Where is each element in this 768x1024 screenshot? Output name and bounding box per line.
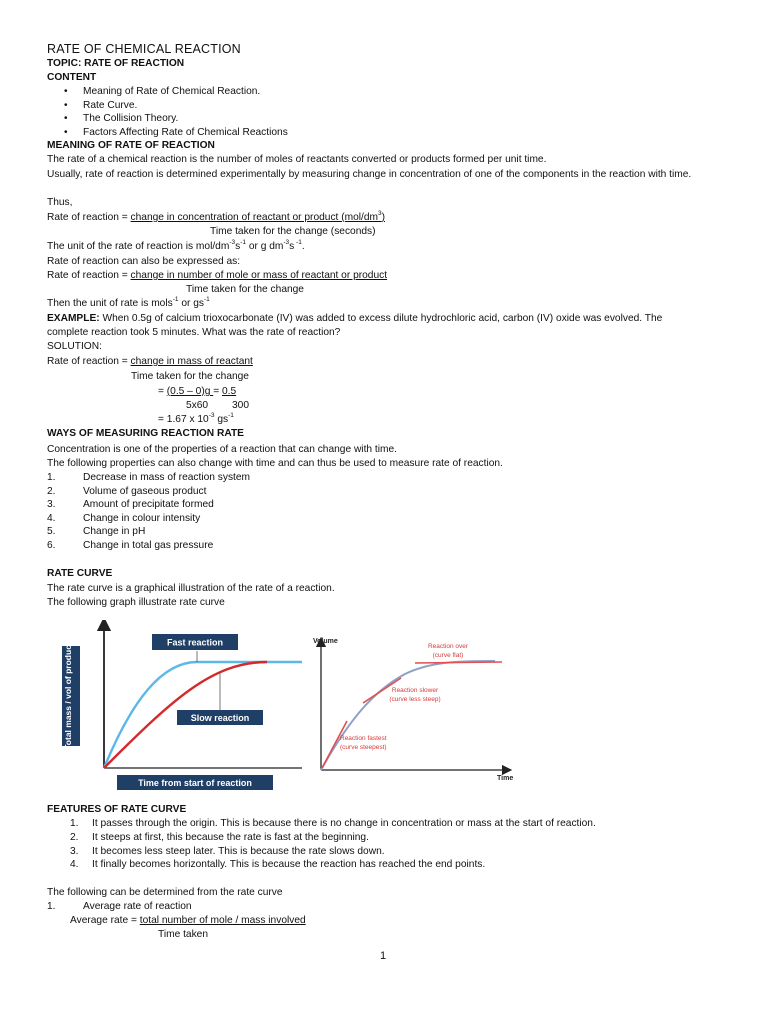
equation-denominator: Time taken for the change <box>186 284 304 295</box>
ways-item: Volume of gaseous product <box>83 486 207 497</box>
unit-line-2: Then the unit of rate is mols$^{-1}$ or $gs^{-1}$ <box>47 295 210 309</box>
paragraph: Rate of reaction can also be expressed as: <box>47 256 241 267</box>
paragraph: Concentration is one of the properties of a reaction that can change with time. <box>47 444 397 455</box>
document-title: RATE OF CHEMICAL REACTION <box>47 42 241 56</box>
features-item: It passes through the origin. This is because there is no change in concentration or mass at the start of reaction. <box>92 818 596 829</box>
volume-curve <box>321 661 495 770</box>
solution-equation: Rate of reaction = change in mass of reactant <box>47 356 253 367</box>
ways-item-number: 3. <box>47 499 56 510</box>
paragraph: The following properties can also change with time and can thus be used to measure rate of reaction. <box>47 458 503 469</box>
paragraph: Thus, <box>47 197 73 208</box>
annotation-reaction-fastest: Reaction fastest <box>340 735 387 742</box>
y-axis-label: Volume <box>313 638 338 645</box>
rate-equation-1 <box>47 211 385 225</box>
content-item: • Factors Affecting Rate of Chemical Reactions <box>83 126 288 140</box>
paragraph: Usually, rate of reaction is determined experimentally by measuring change in concentration of one of the components in the reaction with time. <box>47 169 692 180</box>
paragraph: The following can be determined from the rate curve <box>47 887 283 898</box>
content-item: • Meaning of Rate of Chemical Reaction. <box>83 85 260 99</box>
section-heading-meaning: MEANING OF RATE OF REACTION <box>47 140 215 151</box>
solution-step-denominator: 5x60 <box>186 400 209 411</box>
ways-item: Decrease in mass of reaction system <box>83 472 251 483</box>
content-item: • The Collision Theory. <box>83 112 178 126</box>
content-item: • Rate Curve. <box>83 99 137 113</box>
ways-item-number: 2. <box>47 486 56 497</box>
determined-item: Average rate of reaction <box>83 901 192 912</box>
rate-equation-2: Rate of reaction = change in number of mole or mass of reactant or product <box>47 270 388 281</box>
annotation-reaction-fastest-note: (curve steepest) <box>340 744 387 751</box>
paragraph: The rate curve is a graphical illustration of the rate of a reaction. <box>47 583 335 594</box>
tangent-flat <box>415 662 502 663</box>
unit-line: The unit of the rate of reaction is mol/$dm^{-3}s^{-1}$ or g $dm^{-3}s$ $^{-1}$. <box>47 238 305 252</box>
annotation-reaction-over-note: (curve flat) <box>432 652 464 659</box>
equation-numerator: change in number of mole or mass of reactant or product <box>130 270 388 281</box>
paragraph: The rate of a chemical reaction is the number of moles of reactants converted or products formed per unit time. <box>47 154 547 165</box>
example-line-2: complete reaction took 5 minutes. What was the rate of reaction? <box>47 327 341 338</box>
equation-numerator: change in concentration of reactant or product $(mol/dm^3)$ <box>130 209 386 223</box>
example-label: EXAMPLE: <box>47 313 100 324</box>
paragraph: The following graph illustrate rate curve <box>47 597 225 608</box>
section-heading-features: FEATURES OF RATE CURVE <box>47 804 187 815</box>
ways-item: Change in total gas pressure <box>83 540 214 551</box>
annotation-reaction-over: Reaction over <box>427 643 469 650</box>
determined-item-number: 1. <box>47 901 56 912</box>
slow-reaction-label: Slow reaction <box>190 713 250 723</box>
solution-result: = 1.67 x $10^{-3}$ $gs^{-1}$ <box>158 411 234 425</box>
equation-denominator: Time taken for the change <box>131 371 249 382</box>
features-item: It becomes less steep later. This is because the rate slows down. <box>92 846 385 857</box>
ways-item: Change in colour intensity <box>83 513 201 524</box>
y-axis-label: Total mass / vol of product <box>63 642 73 750</box>
solution-step-denominator: 300 <box>232 400 249 411</box>
page-number: 1 <box>380 950 387 962</box>
annotation-reaction-slower-note: (curve less steep) <box>389 696 441 703</box>
solution-label: SOLUTION: <box>47 341 102 352</box>
example-line: EXAMPLE: When 0.5g of calcium trioxocarbonate (IV) was added to excess dilute hydrochloric acid, carbon (IV) oxide was evolved. The <box>47 313 663 324</box>
features-item-number: 4. <box>70 859 79 870</box>
ways-item-number: 6. <box>47 540 56 551</box>
ways-item: Amount of precipitate formed <box>83 499 214 510</box>
x-axis-label: Time <box>497 775 514 782</box>
ways-item: Change in pH <box>83 526 146 537</box>
equation-denominator: Time taken for the change (seconds) <box>210 226 376 237</box>
section-heading-ways: WAYS OF MEASURING REACTION RATE <box>47 428 244 439</box>
x-axis-label: Time from start of reaction <box>138 778 252 788</box>
topic-heading: TOPIC: RATE OF REACTION <box>47 58 185 69</box>
features-item-number: 2. <box>70 832 79 843</box>
average-rate-equation: Average rate = total number of mole / mass involved <box>70 915 306 926</box>
annotation-reaction-slower: Reaction slower <box>391 687 439 694</box>
ways-item-number: 4. <box>47 513 56 524</box>
section-heading-rate-curve: RATE CURVE <box>47 568 113 579</box>
rate-curve-figure-fast-slow <box>62 620 306 792</box>
features-item-number: 1. <box>70 818 79 829</box>
features-item: It steeps at first, this because the rate is fast at the beginning. <box>92 832 369 843</box>
equation-lhs: Rate of reaction = <box>47 212 131 223</box>
features-item-number: 3. <box>70 846 79 857</box>
ways-item-number: 5. <box>47 526 56 537</box>
features-item: It finally becomes horizontally. This is because the reaction has reached the end points. <box>92 859 486 870</box>
equation-denominator: Time taken <box>158 929 209 940</box>
fast-reaction-label: Fast reaction <box>166 637 224 648</box>
solution-step: = (0.5 – 0)g = 0.5 <box>158 386 237 397</box>
rate-curve-figure-volume-time <box>305 628 520 788</box>
content-heading: CONTENT <box>47 72 97 83</box>
ways-item-number: 1. <box>47 472 56 483</box>
